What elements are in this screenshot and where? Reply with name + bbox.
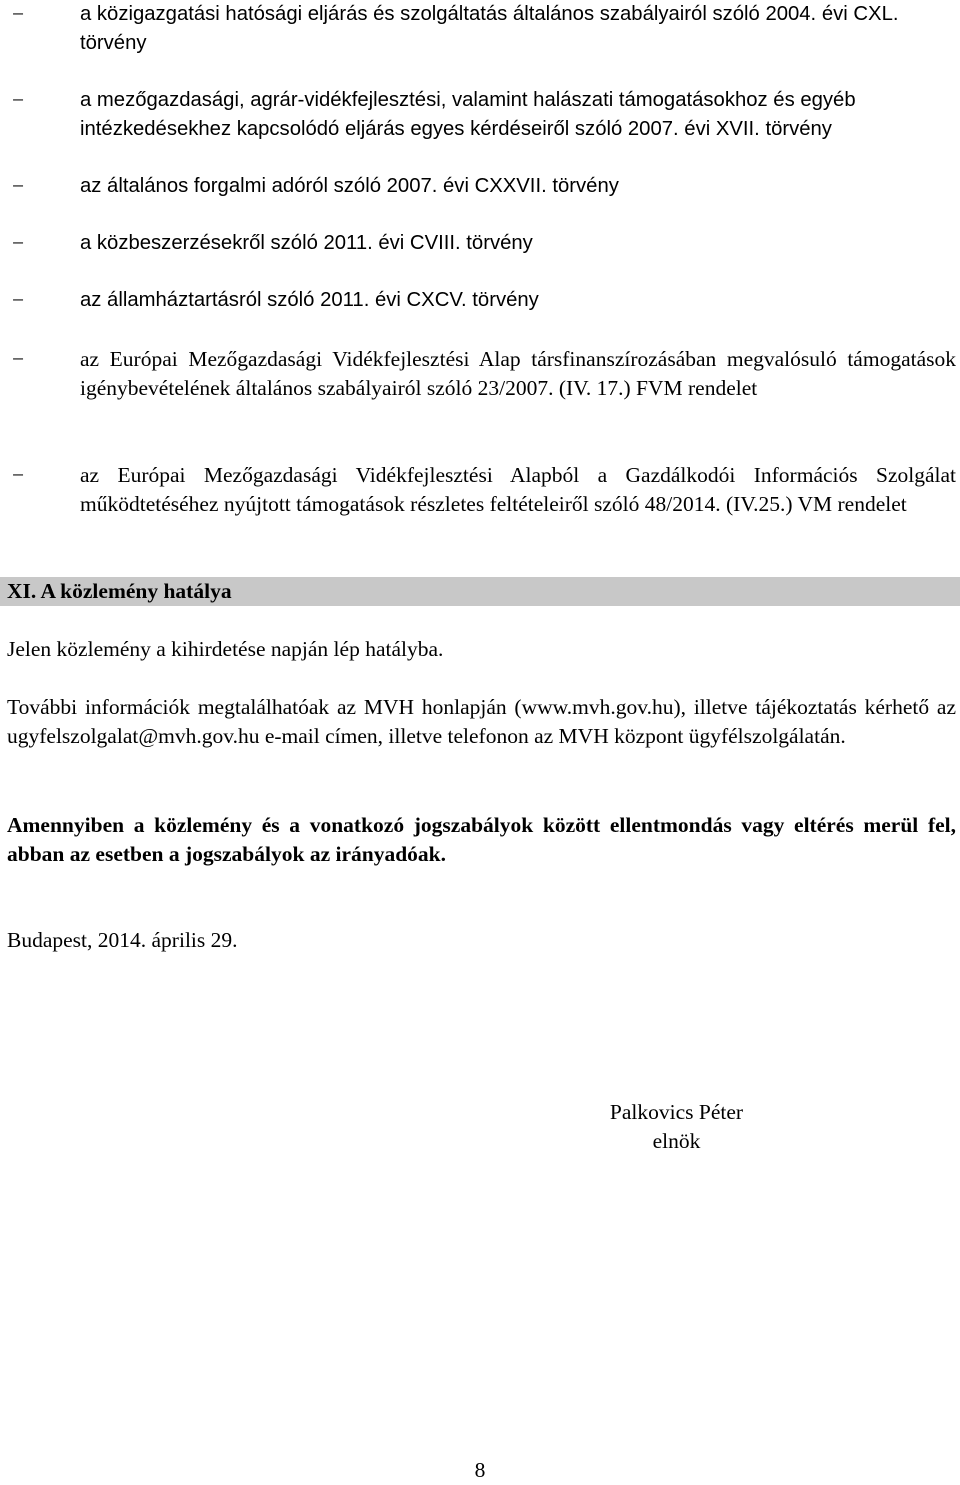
list-item-text: a mezőgazdasági, agrár-vidékfejlesztési, valamint halászati támogatásokhoz és egyéb intézkedésekhez kapcsolódó eljárás egyes kérdéseiről szóló 2007. évi XVII. törvény [80,89,856,140]
list-item-text: az államháztartásról szóló 2011. évi CXCV. törvény [80,289,539,311]
legal-conflict-paragraph: Amennyiben a közlemény és a vonatkozó jogszabályok között ellentmondás vagy eltérés merül fel, abban az esetben a jogszabályok az irányadóak. [7,813,956,866]
list-item-text: a közbeszerzésekről szóló 2011. évi CVIII. törvény [80,232,533,254]
further-info-paragraph: További információk megtalálhatóak az MVH honlapján (www.mvh.gov.hu), illetve tájékoztatás kérhető az ugyfelszolgalat@mvh.gov.hu e-mail címen, illetve telefonon az MVH központ ügyfélszolgálatán. [7,695,956,748]
dash-bullet: − [12,174,25,198]
dash-bullet: − [12,88,25,112]
dash-bullet: − [12,288,25,312]
dash-bullet: − [12,2,25,26]
place-and-date: Budapest, 2014. április 29. [7,928,238,952]
dash-bullet: − [12,231,25,255]
dash-bullet: − [12,347,25,371]
list-item-text: a közigazgatási hatósági eljárás és szolgáltatás általános szabályairól szóló 2004. évi CXL. törvény [80,3,899,54]
list-item-text: az általános forgalmi adóról szóló 2007. évi CXXVII. törvény [80,175,619,197]
signatory-title: elnök [652,1129,701,1153]
page-number: 8 [474,1458,486,1482]
list-item-text: az Európai Mezőgazdasági Vidékfejlesztési Alapból a Gazdálkodói Információs Szolgálat működtetéséhez nyújtott támogatások részletes feltételeiről szóló 48/2014. (IV.25.) VM rendelet [80,463,956,516]
dash-bullet: − [12,463,25,487]
signatory-name: Palkovics Péter [609,1100,744,1124]
section-heading: XI. A közlemény hatálya [7,579,232,603]
effective-date-paragraph: Jelen közlemény a kihirdetése napján lép hatályba. [7,637,444,661]
list-item-text: az Európai Mezőgazdasági Vidékfejlesztési Alap társfinanszírozásában megvalósuló támogatások igénybevételének általános szabályairól szóló 23/2007. (IV. 17.) FVM rendelet [80,347,956,400]
